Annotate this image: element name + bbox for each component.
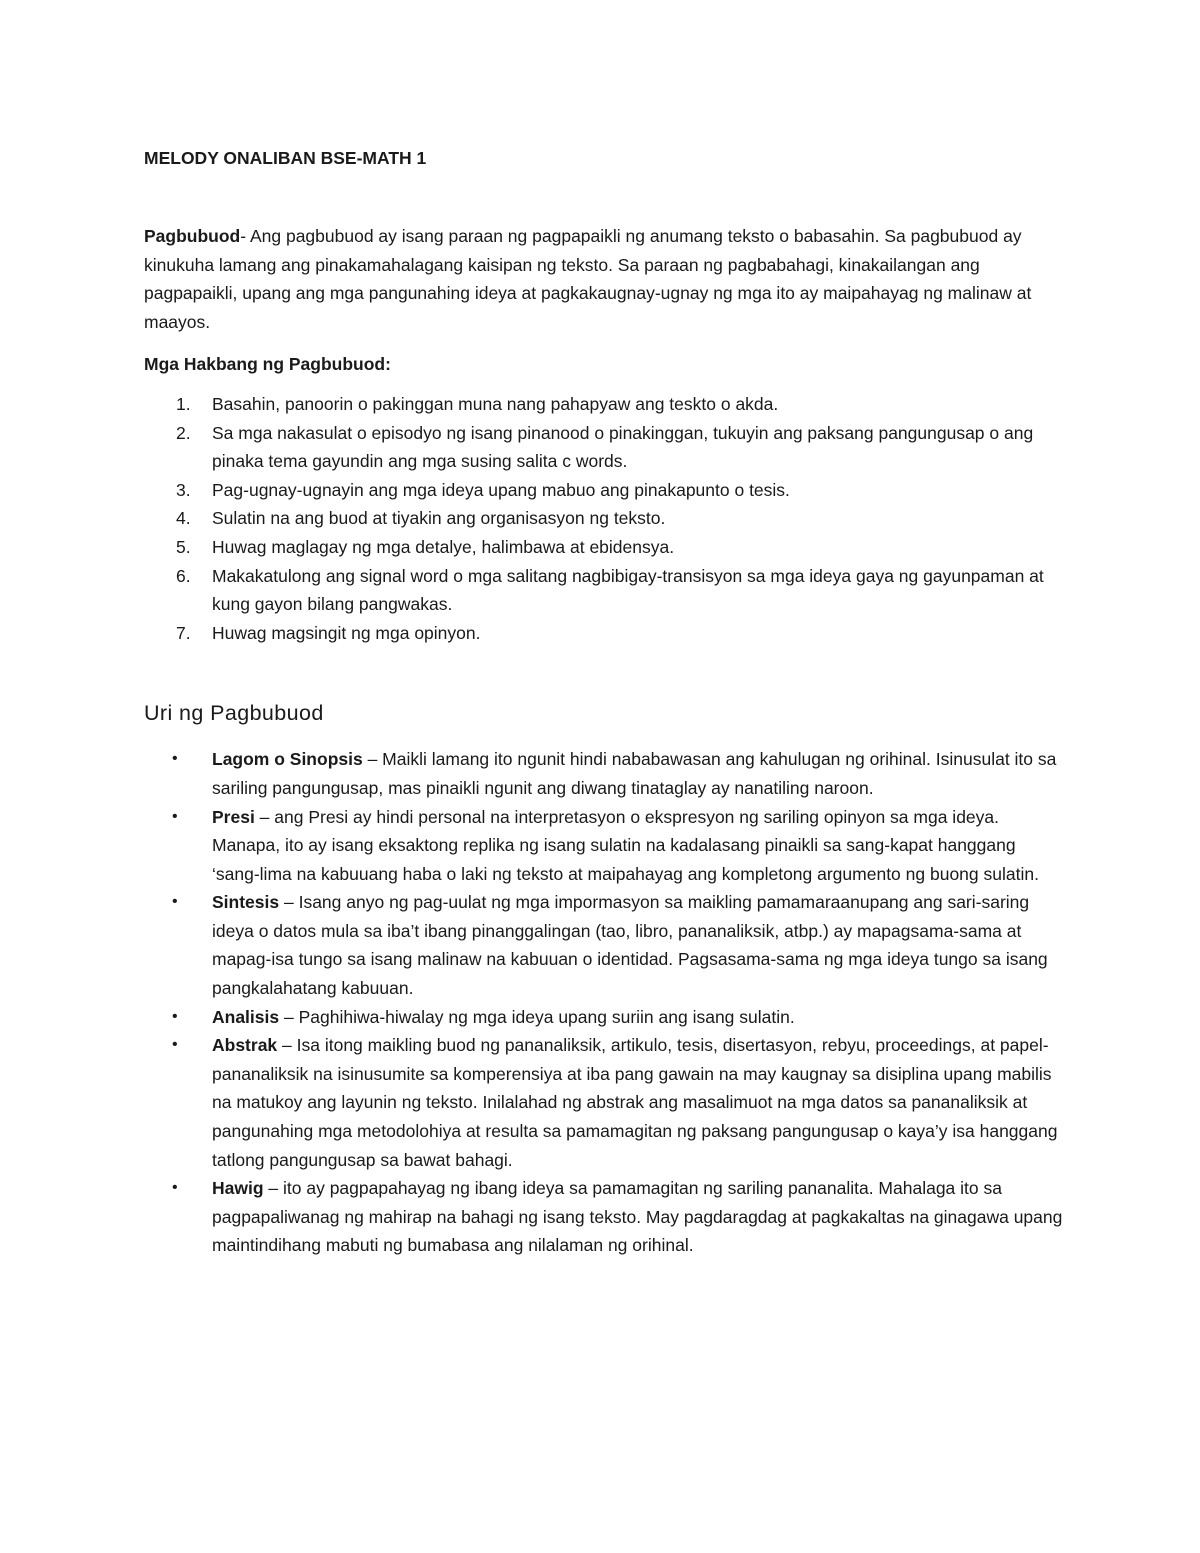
type-item <box>144 1031 1064 1174</box>
step-number: 4. <box>176 508 191 529</box>
step-text: Huwag maglagay ng mga detalye, halimbawa at ebidensya. <box>212 536 675 557</box>
step-item <box>144 619 1064 648</box>
bullet-icon: • <box>172 807 178 825</box>
step-text: Huwag magsingit ng mga opinyon. <box>212 622 481 643</box>
bullet-icon: • <box>172 750 178 768</box>
document-body <box>144 144 1064 1260</box>
section-heading: Uri ng Pagbubuod <box>144 701 324 726</box>
step-item <box>144 562 1064 619</box>
step-item <box>144 419 1064 476</box>
step-number: 2. <box>176 422 191 443</box>
step-number: 3. <box>176 479 191 500</box>
author-line: MELODY ONALIBAN BSE-MATH 1 <box>144 148 427 168</box>
type-term: Lagom o Sinopsis <box>212 749 363 770</box>
intro-paragraph <box>144 222 1064 336</box>
step-item <box>144 504 1064 533</box>
type-text: – Paghihiwa-hiwalay ng mga ideya upang suriin ang isang sulatin. <box>279 1006 795 1027</box>
step-text: Sulatin na ang buod at tiyakin ang organisasyon ng teksto. <box>212 508 666 529</box>
type-item <box>144 1003 1064 1032</box>
type-item <box>144 888 1064 1002</box>
bullet-icon: • <box>172 893 178 911</box>
type-term: Abstrak <box>212 1035 278 1056</box>
bullet-icon: • <box>172 1036 178 1054</box>
step-item <box>144 390 1064 419</box>
bullet-icon: • <box>172 1007 178 1025</box>
type-item <box>144 803 1064 889</box>
step-text: Basahin, panoorin o pakinggan muna nang pahapyaw ang teskto o akda. <box>212 393 779 414</box>
bullet-icon: • <box>172 1179 178 1197</box>
step-text: Pag-ugnay-ugnayin ang mga ideya upang mabuo ang pinakapunto o tesis. <box>212 479 790 500</box>
type-term: Hawig <box>212 1178 264 1199</box>
intro-text: - Ang pagbubuod ay isang paraan ng pagpapaikli ng anumang teksto o babasahin. Sa pagbubuod ay kinukuha lamang ang pinakamahalagang kaisipan ng teksto. Sa paraan ng pagbabahagi, kinakailangan ang pagpapaikli, upang ang mga pangunahing ideya at pagkakaugnay-ugnay ng mga ito ay maipahayag ng malinaw at maayos. <box>144 226 1032 332</box>
step-number: 1. <box>176 393 191 414</box>
type-text: – Maikli lamang ito ngunit hindi nababawasan ang kahulugan ng orihinal. Isinusulat ito sa sariling pangungusap, mas pinaikli ngunit ang diwang tinataglay ay nanatiling naroon. <box>212 749 1057 798</box>
type-term: Sintesis <box>212 892 280 913</box>
step-item <box>144 533 1064 562</box>
steps-list <box>144 390 1064 647</box>
step-number: 6. <box>176 565 191 586</box>
step-text: Sa mga nakasulat o episodyo ng isang pinanood o pinakinggan, tukuyin ang paksang pangungusap o ang pinaka tema gayundin ang mga susing salita c words. <box>212 422 1034 472</box>
types-list <box>144 745 1064 1260</box>
type-item <box>144 745 1064 802</box>
type-text: – ito ay pagpapahayag ng ibang ideya sa pamamagitan ng sariling pananalita. Mahalaga ito sa pagpapaliwanag ng mahirap na bahagi ng isang teksto. May pagdaragdag at pagkakaltas na ginagawa upang maintindihang mabuti ng bumabasa ang nilalaman ng orihinal. <box>212 1178 1063 1256</box>
steps-heading: Mga Hakbang ng Pagbubuod: <box>144 354 391 375</box>
step-item <box>144 476 1064 505</box>
type-text: – Isa itong maikling buod ng pananaliksik, artikulo, tesis, disertasyon, rebyu, proceedings, at papel-pananaliksik na isinusumite sa komperensiya at iba pang gawain na may kaugnay sa disiplina upang mabilis na matukoy ang layunin ng teksto. Inilalahad ng abstrak ang masalimuot na mga datos sa pananaliksik at pangunahing mga metodolohiya at resulta sa pamamagitan ng paksang pangungusap o kaya’y isa hanggang tatlong pangungusap sa bawat bahagi. <box>212 1035 1058 1170</box>
step-number: 5. <box>176 536 191 557</box>
type-item <box>144 1174 1064 1260</box>
type-term: Presi <box>212 806 255 827</box>
step-text: Makakatulong ang signal word o mga salitang nagbibigay-transisyon sa mga ideya gaya ng gayunpaman at kung gayon bilang pangwakas. <box>212 565 1044 615</box>
type-text: – ang Presi ay hindi personal na interpretasyon o ekspresyon ng sariling opinyon sa mga ideya. Manapa, ito ay isang eksaktong replika ng isang sulatin na kadalasang pinaikli sa sang-kapat hanggang ‘sang-lima na kabuuang haba o laki ng teksto at maipahayag ang kompletong argumento ng buong sulatin. <box>212 806 1039 884</box>
intro-term: Pagbubuod <box>144 226 241 246</box>
type-term: Analisis <box>212 1006 280 1027</box>
type-text: – Isang anyo ng pag-uulat ng mga impormasyon sa maikling pamamaraanupang ang sari-saring ideya o datos mula sa iba’t ibang pinanggalingan (tao, libro, pananaliksik, atbp.) ay mapagsama-sama at mapag-isa tungo sa isang malinaw na kabuuan o identidad. Pagsasama-sama ng mga ideya tungo sa isang pangkalahatang kabuuan. <box>212 892 1048 999</box>
step-number: 7. <box>176 622 191 643</box>
